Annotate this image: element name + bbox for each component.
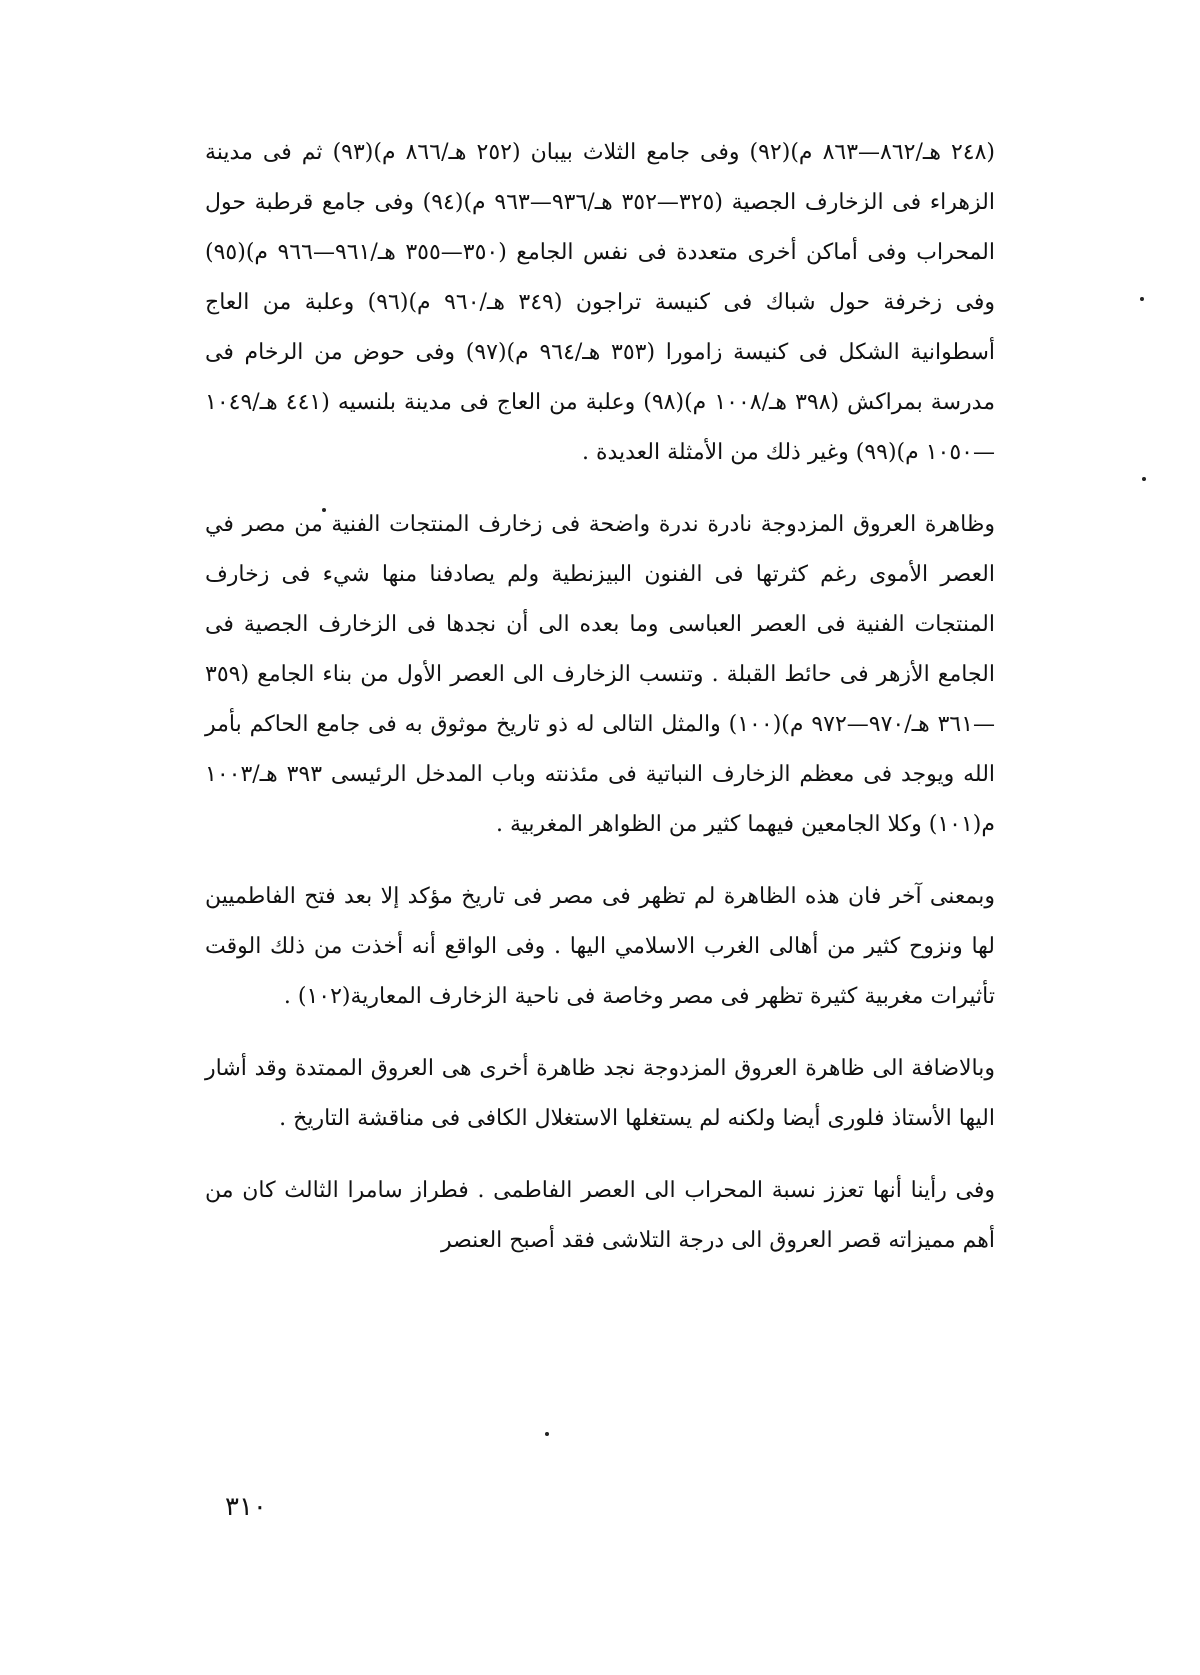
- paragraph-4: وبالاضافة الى ظاهرة العروق المزدوجة نجد ظاهرة أخرى هى العروق الممتدة وقد أشار اليها الأستاذ فلورى أيضا ولكنه لم يستغلها الاستغلال الكافى فى مناقشة التاريخ .: [205, 1056, 995, 1131]
- paragraph-1: (٢٤٨ هـ/٨٦٢—٨٦٣ م)(٩٢) وفى جامع الثلاث بيبان (٢٥٢ هـ/٨٦٦ م)(٩٣) ثم فى مدينة الزهراء فى الزخارف الجصية (٣٢٥—٣٥٢ هـ/٩٣٦—٩٦٣ م)(٩٤) وفى جامع قرطبة حول المحراب وفى أماكن أخرى متعددة فى نفس الجامع (٣٥٠—٣٥٥ هـ/٩٦١—٩٦٦ م)(٩٥) وفى زخرفة حول شباك فى كنيسة تراجون (٣٤٩ هـ/٩٦٠ م)(٩٦) وعلبة من العاج أسطوانية الشكل فى كنيسة زامورا (٣٥٣ هـ/٩٦٤ م)(٩٧) وفى حوض من الرخام فى مدرسة بمراكش (٣٩٨ هـ/١٠٠٨ م)(٩٨) وعلبة من العاج فى مدينة بلنسيه (٤٤١ هـ/١٠٤٩—١٠٥٠ م)(٩٩) وغير ذلك من الأمثلة العديدة .: [205, 140, 996, 465]
- body-text: [205, 128, 995, 1266]
- paragraph-3: وبمعنى آخر فان هذه الظاهرة لم تظهر فى مصر فى تاريخ مؤكد إلا بعد فتح الفاطميين لها ونزوح كثير من أهالى الغرب الاسلامي اليها . وفى الواقع أنه أخذت من ذلك الوقت تأثيرات مغربية كثيرة تظهر فى مصر وخاصة فى ناحية الزخارف المعارية(١٠٢) .: [205, 884, 996, 1009]
- scan-speck: [1142, 477, 1146, 481]
- scan-speck: [322, 508, 326, 512]
- paragraph-2: وظاهرة العروق المزدوجة نادرة ندرة واضحة فى زخارف المنتجات الفنية من مصر في العصر الأموى رغم كثرتها فى الفنون البيزنطية ولم يصادفنا منها شيء فى زخارف المنتجات الفنية فى العصر العباسى وما بعده الى أن نجدها فى الزخارف الجصية فى الجامع الأزهر فى حائط القبلة . وتنسب الزخارف الى العصر الأول من بناء الجامع (٣٥٩—٣٦١ هـ/٩٧٠—٩٧٢ م)(١٠٠) والمثل التالى له ذو تاريخ موثوق به فى جامع الحاكم بأمر الله ويوجد فى معظم الزخارف النباتية فى مئذنته وباب المدخل الرئيسى ٣٩٣ هـ/١٠٠٣ م(١٠١) وكلا الجامعين فيهما كثير من الظواهر المغربية .: [205, 512, 996, 837]
- page-number: ٣١٠: [225, 1492, 267, 1522]
- paragraph-5: وفى رأينا أنها تعزز نسبة المحراب الى العصر الفاطمى . فطراز سامرا الثالث كان من أهم مميزاته قصر العروق الى درجة التلاشى فقد أصبح العنصر: [205, 1178, 995, 1253]
- scan-speck: [1140, 297, 1144, 301]
- scan-speck: [545, 1432, 549, 1436]
